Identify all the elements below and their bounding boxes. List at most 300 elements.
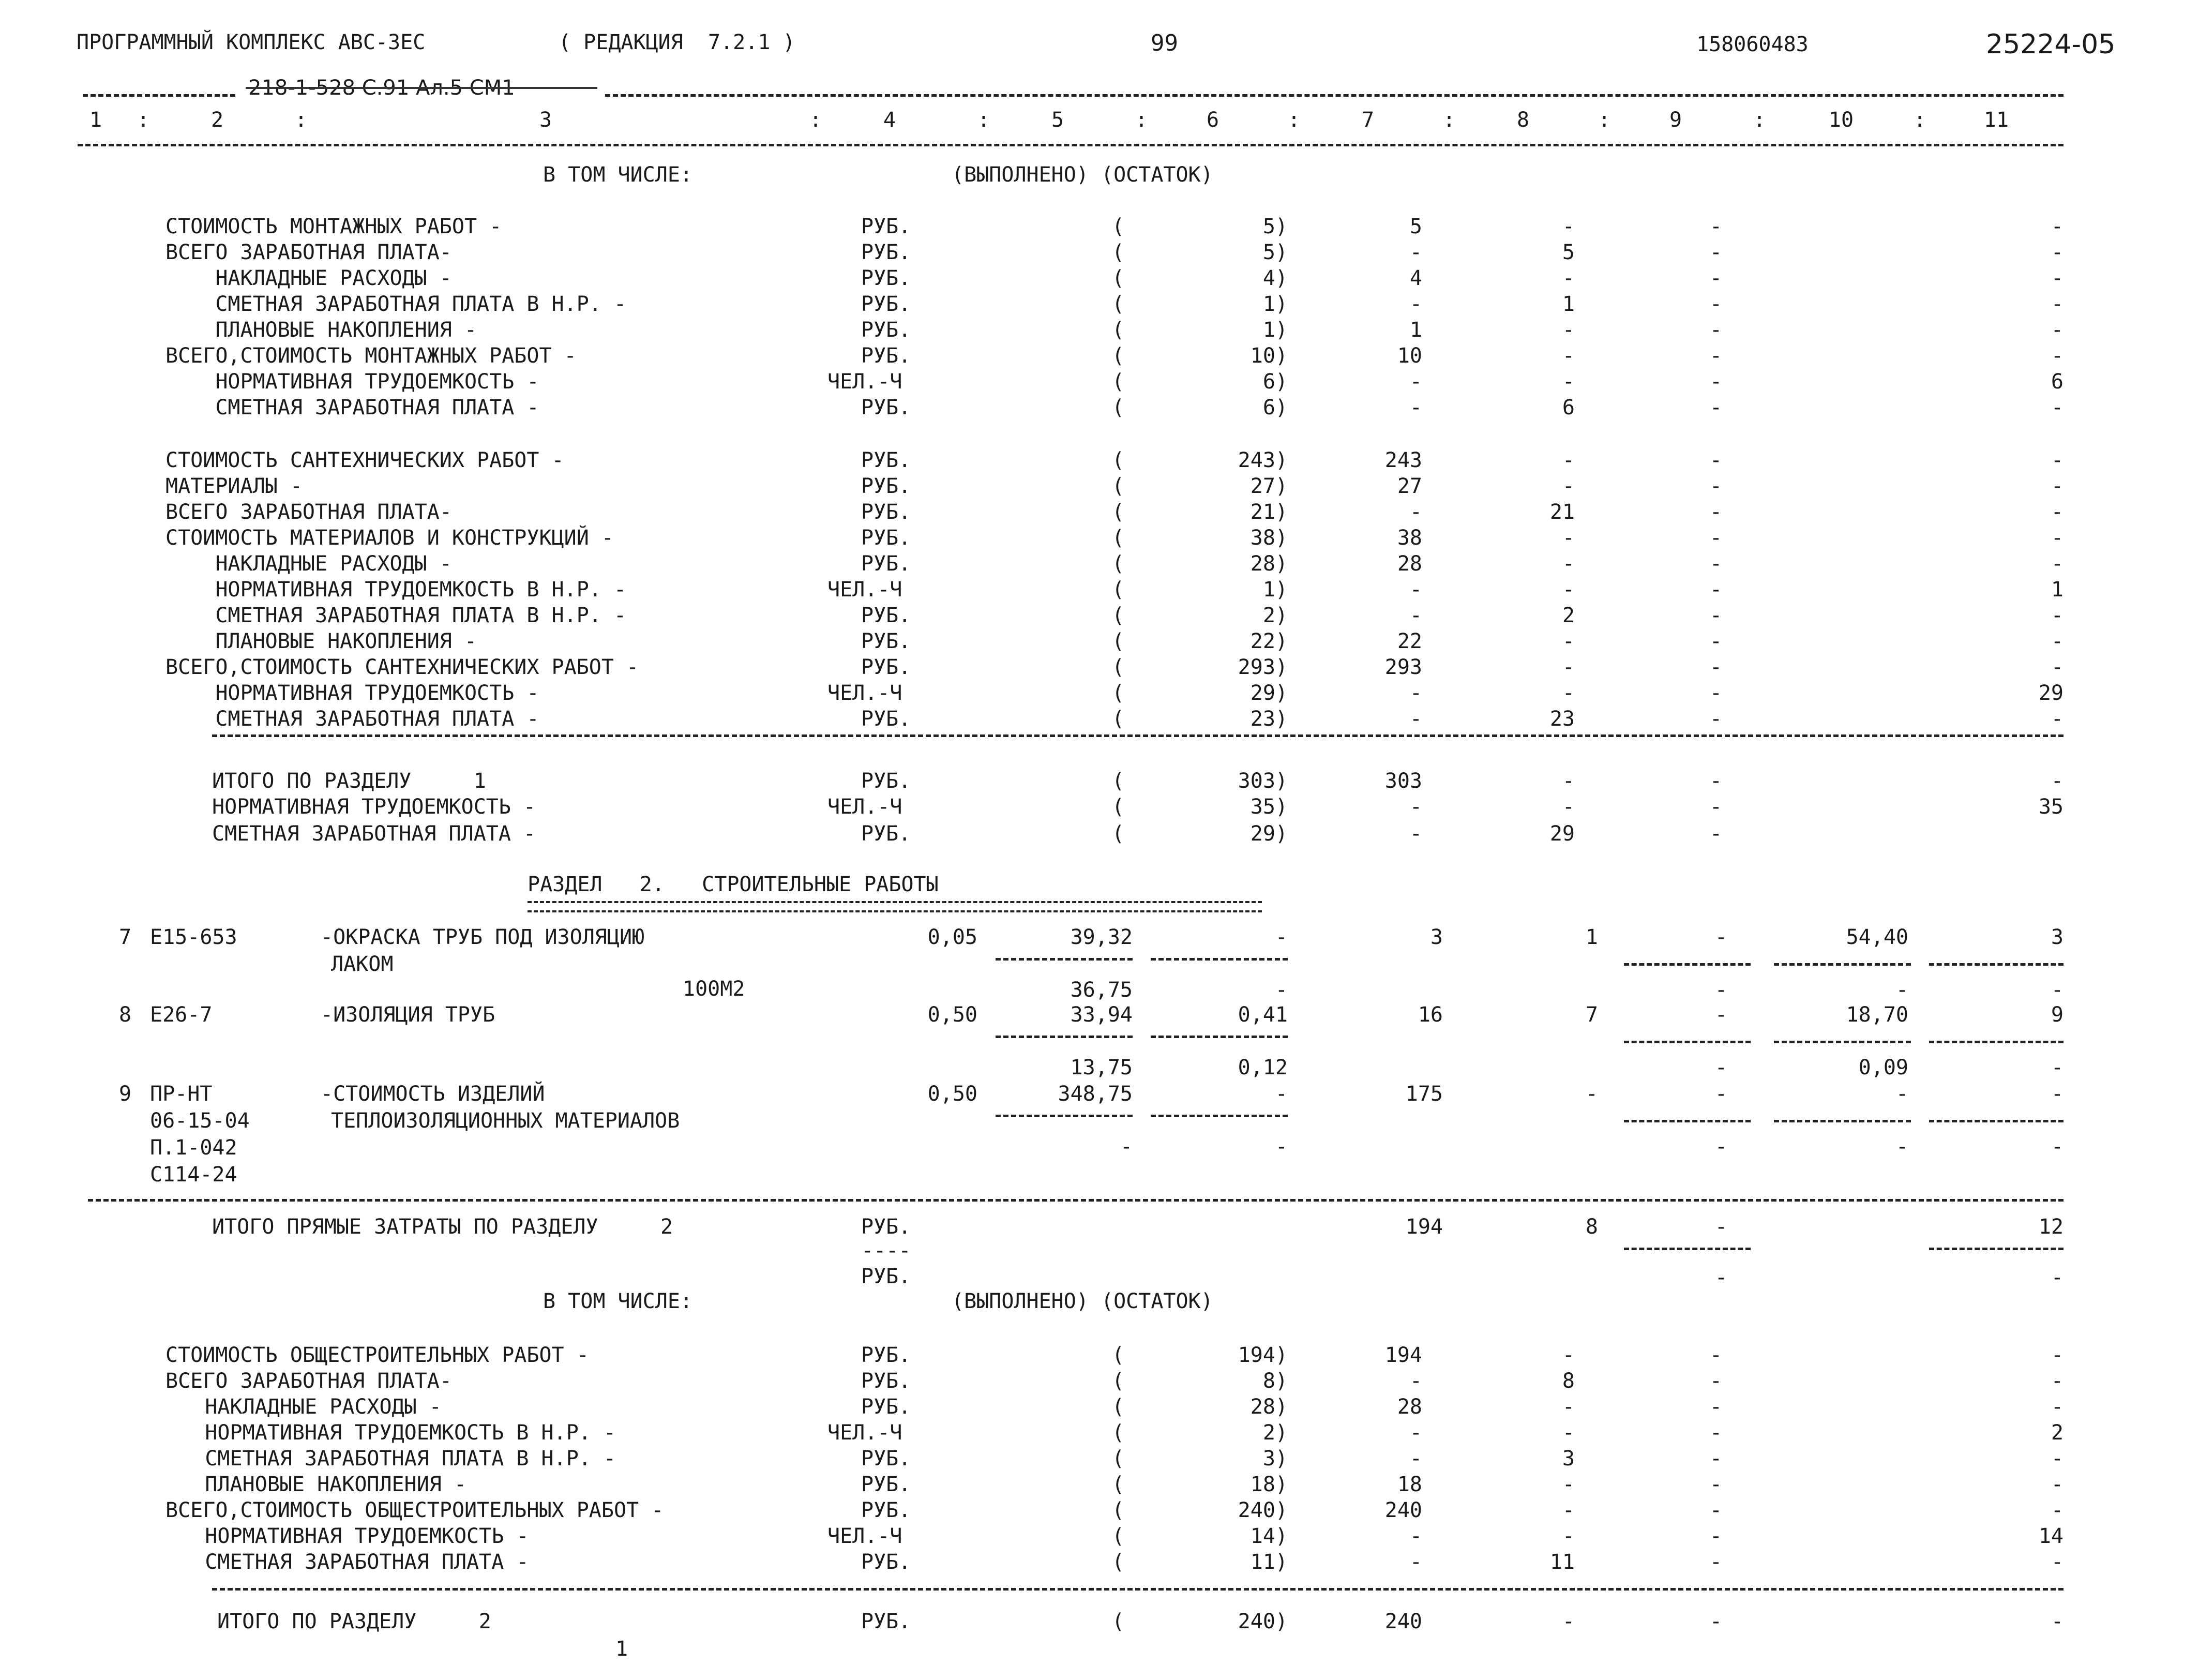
- item-rule-11: [1929, 963, 2064, 966]
- open-paren: (: [1112, 1610, 1125, 1633]
- cell-col11: -: [2051, 629, 2064, 653]
- item-description: -ОКРАСКА ТРУБ ПОД ИЗОЛЯЦИЮ: [321, 925, 645, 949]
- cell-col8: 6: [1562, 396, 1575, 419]
- row-name: ИТОГО ПО РАЗДЕЛУ 1: [212, 769, 486, 793]
- cell-col7: -: [1409, 578, 1422, 602]
- cell-col9: -: [1709, 707, 1722, 731]
- cell-col11: -: [2051, 707, 2064, 731]
- row-remainder: 29): [1250, 822, 1288, 846]
- row-unit: ЧЕЛ.-Ч: [827, 578, 902, 602]
- cell-col8: -: [1562, 448, 1575, 472]
- row-unit: РУБ.: [861, 1369, 911, 1393]
- cell-col11: -: [2051, 1610, 2064, 1633]
- row-unit: РУБ.: [861, 292, 911, 316]
- item-description: ТЕПЛОИЗОЛЯЦИОННЫХ МАТЕРИАЛОВ: [331, 1109, 680, 1133]
- open-paren: (: [1112, 292, 1125, 316]
- row-name: СТОИМОСТЬ МОНТАЖНЫХ РАБОТ -: [165, 215, 502, 238]
- item-col10: 54,40: [1846, 925, 1908, 949]
- column-number-2: 2: [210, 108, 224, 132]
- open-paren: (: [1112, 1421, 1125, 1445]
- cell-col8: -: [1562, 578, 1575, 602]
- item-rule-6: [1151, 1115, 1288, 1117]
- cell-col11: -: [2051, 344, 2064, 368]
- section-underline: [528, 901, 1262, 912]
- cell-col11: 6: [2051, 370, 2064, 394]
- open-paren: (: [1112, 526, 1125, 550]
- item-col7: 3: [1430, 925, 1443, 949]
- cell-col9: -: [1709, 1447, 1722, 1471]
- row-name: СМЕТНАЯ ЗАРАБОТНАЯ ПЛАТА В Н.Р. -: [155, 1447, 616, 1471]
- open-paren: (: [1112, 707, 1125, 731]
- item-col8: -: [1585, 1082, 1598, 1106]
- open-paren: (: [1112, 1524, 1125, 1548]
- row-unit: РУБ.: [861, 604, 911, 627]
- column-separator: :: [1753, 108, 1766, 132]
- item-col8: 1: [1585, 925, 1598, 949]
- cell-col11: 35: [2038, 795, 2064, 819]
- row-unit: РУБ.: [861, 344, 911, 368]
- row-unit: РУБ.: [861, 526, 911, 550]
- cell-col9: -: [1709, 1421, 1722, 1445]
- cell-col7: -: [1409, 241, 1422, 264]
- label-incl: В ТОМ ЧИСЛЕ:: [543, 163, 692, 187]
- row-unit: ЧЕЛ.-Ч: [827, 795, 902, 819]
- item-unit: 100М2: [683, 977, 745, 1001]
- row-remainder: 21): [1250, 500, 1288, 524]
- open-paren: (: [1112, 795, 1125, 819]
- row-remainder: 4): [1262, 266, 1288, 290]
- row-name: СМЕТНАЯ ЗАРАБОТНАЯ ПЛАТА -: [212, 822, 536, 846]
- row-unit: РУБ.: [861, 318, 911, 342]
- row-name: НАКЛАДНЫЕ РАСХОДЫ -: [165, 266, 452, 290]
- direct-costs-col9: -: [1714, 1215, 1727, 1239]
- column-separator: :: [295, 108, 308, 132]
- cell-col8: -: [1562, 769, 1575, 793]
- row-name: НОРМАТИВНАЯ ТРУДОЕМКОСТЬ -: [165, 681, 539, 705]
- item-code: Е15-653: [150, 925, 237, 949]
- cell-col11: -: [2051, 396, 2064, 419]
- cell-col8: -: [1562, 1421, 1575, 1445]
- cell-col9: -: [1709, 578, 1722, 602]
- cell-col7: -: [1409, 681, 1422, 705]
- cell-col7: 28: [1397, 1395, 1422, 1419]
- item-col5: 33,94: [1070, 1003, 1133, 1027]
- row-unit: РУБ.: [861, 241, 911, 264]
- item-code: П.1-042: [150, 1136, 237, 1160]
- direct-costs-col7: 194: [1405, 1215, 1443, 1239]
- row-name: НАКЛАДНЫЕ РАСХОДЫ -: [155, 1395, 442, 1419]
- cell-col9: -: [1709, 1610, 1722, 1633]
- row-remainder: 35): [1250, 795, 1288, 819]
- row-name: НАКЛАДНЫЕ РАСХОДЫ -: [165, 552, 452, 576]
- cell-col7: -: [1409, 795, 1422, 819]
- cell-col7: -: [1409, 707, 1422, 731]
- cell-col7: 1: [1409, 318, 1422, 342]
- row-remainder: 11): [1250, 1550, 1288, 1574]
- item-code: С114-24: [150, 1163, 237, 1187]
- header-program: ПРОГРАММНЫЙ КОМПЛЕКС АВС-3ЕС: [77, 31, 426, 54]
- item-description: ЛАКОМ: [331, 952, 394, 976]
- column-separator: :: [1288, 108, 1301, 132]
- item-sub-col11: -: [2051, 1135, 2064, 1159]
- open-paren: (: [1112, 1473, 1125, 1496]
- item-sub-col5: 36,75: [1070, 978, 1133, 1002]
- cell-col7: -: [1409, 292, 1422, 316]
- cell-col9: -: [1709, 1343, 1722, 1367]
- row-remainder: 6): [1262, 370, 1288, 394]
- cell-col9: -: [1709, 500, 1722, 524]
- open-paren: (: [1112, 1369, 1125, 1393]
- column-separator: :: [1598, 108, 1611, 132]
- item-sub-col6: -: [1275, 1135, 1288, 1159]
- cell-col8: -: [1562, 1343, 1575, 1367]
- cell-col7: 240: [1384, 1498, 1422, 1522]
- row-unit: РУБ.: [861, 474, 911, 498]
- column-number-3: 3: [539, 108, 552, 132]
- item-col7: 16: [1418, 1003, 1443, 1027]
- row-name: НОРМАТИВНАЯ ТРУДОЕМКОСТЬ -: [212, 795, 536, 819]
- row-unit: ЧЕЛ.-Ч: [827, 370, 902, 394]
- item-col9: -: [1714, 1003, 1727, 1027]
- header-page-number: 99: [1151, 30, 1178, 56]
- item-col10: -: [1895, 1082, 1908, 1106]
- cell-col9: -: [1709, 795, 1722, 819]
- row-remainder: 303): [1238, 769, 1288, 793]
- open-paren: (: [1112, 266, 1125, 290]
- item-sub-col9: -: [1714, 1135, 1727, 1159]
- cell-col7: 22: [1397, 629, 1422, 653]
- row-remainder: 1): [1262, 578, 1288, 602]
- row-name: СМЕТНАЯ ЗАРАБОТНАЯ ПЛАТА -: [155, 1550, 529, 1574]
- row-remainder: 18): [1250, 1473, 1288, 1496]
- cell-col8: 2: [1562, 604, 1575, 627]
- row-name: ПЛАНОВЫЕ НАКОПЛЕНИЯ -: [165, 318, 477, 342]
- open-paren: (: [1112, 448, 1125, 472]
- item-sub-col10: -: [1895, 978, 1908, 1002]
- cell-col7: -: [1409, 1550, 1422, 1574]
- item-col6: -: [1275, 925, 1288, 949]
- cell-col11: 14: [2038, 1524, 2064, 1548]
- direct-rule-11: [1929, 1248, 2064, 1250]
- row-name: ВСЕГО ЗАРАБОТНАЯ ПЛАТА-: [165, 1369, 452, 1393]
- cell-col8: -: [1562, 344, 1575, 368]
- cell-col7: 194: [1384, 1343, 1422, 1367]
- column-number-10: 10: [1828, 108, 1854, 132]
- column-separator: :: [1135, 108, 1148, 132]
- direct-costs-col11: 12: [2038, 1215, 2064, 1239]
- row-unit: РУБ.: [861, 396, 911, 419]
- open-paren: (: [1112, 1343, 1125, 1367]
- row-remainder: 3): [1262, 1447, 1288, 1471]
- item-rule-11: [1929, 1041, 2064, 1043]
- cell-col11: -: [2051, 500, 2064, 524]
- cell-col9: -: [1709, 292, 1722, 316]
- cell-col7: -: [1409, 1524, 1422, 1548]
- cell-col11: -: [2051, 1369, 2064, 1393]
- cell-col8: 11: [1549, 1550, 1575, 1574]
- row-name: НОРМАТИВНАЯ ТРУДОЕМКОСТЬ В Н.Р. -: [165, 578, 627, 602]
- item-number: 7: [119, 925, 132, 949]
- row-remainder: 243): [1238, 448, 1288, 472]
- cell-col7: 10: [1397, 344, 1422, 368]
- cell-col11: 2: [2051, 1421, 2064, 1445]
- row-name: НОРМАТИВНАЯ ТРУДОЕМКОСТЬ -: [165, 370, 539, 394]
- cell-col7: 303: [1384, 769, 1422, 793]
- row-unit: ЧЕЛ.-Ч: [827, 681, 902, 705]
- cell-col11: -: [2051, 769, 2064, 793]
- open-paren: (: [1112, 344, 1125, 368]
- item-code: ПР-НТ: [150, 1082, 213, 1106]
- cell-col8: 8: [1562, 1369, 1575, 1393]
- open-paren: (: [1112, 822, 1125, 846]
- label-done-rest: (ВЫПОЛНЕНО) (ОСТАТОК): [952, 163, 1213, 187]
- cell-col7: 18: [1397, 1473, 1422, 1496]
- row-name: ВСЕГО,СТОИМОСТЬ САНТЕХНИЧЕСКИХ РАБОТ -: [165, 655, 639, 679]
- open-paren: (: [1112, 1395, 1125, 1419]
- item-rule-5: [996, 1036, 1133, 1038]
- cell-col8: 3: [1562, 1447, 1575, 1471]
- cell-col9: -: [1709, 370, 1722, 394]
- cell-col7: 293: [1384, 655, 1422, 679]
- row-remainder: 23): [1250, 707, 1288, 731]
- cell-col7: -: [1409, 500, 1422, 524]
- cell-col8: 1: [1562, 292, 1575, 316]
- column-number-8: 8: [1516, 108, 1530, 132]
- item-rule-10: [1774, 1041, 1911, 1043]
- cell-col9: -: [1709, 1369, 1722, 1393]
- cell-col11: -: [2051, 1550, 2064, 1574]
- cell-col11: -: [2051, 448, 2064, 472]
- direct-costs-col8: 8: [1585, 1215, 1598, 1239]
- item-rule-6: [1151, 958, 1288, 961]
- cell-col8: -: [1562, 474, 1575, 498]
- row-name: ВСЕГО ЗАРАБОТНАЯ ПЛАТА-: [165, 500, 452, 524]
- row-remainder: 22): [1250, 629, 1288, 653]
- row-name: ВСЕГО ЗАРАБОТНАЯ ПЛАТА-: [165, 241, 452, 264]
- row-name: СМЕТНАЯ ЗАРАБОТНАЯ ПЛАТА -: [165, 707, 539, 731]
- cell-col7: -: [1409, 1421, 1422, 1445]
- cell-col9: -: [1709, 266, 1722, 290]
- item-col7: 175: [1405, 1082, 1443, 1106]
- item-rule-5: [996, 1115, 1133, 1117]
- cell-col11: -: [2051, 292, 2064, 316]
- cell-col9: -: [1709, 1550, 1722, 1574]
- direct-costs-unit-dashes: ----: [861, 1239, 911, 1263]
- open-paren: (: [1112, 769, 1125, 793]
- row-name: ИТОГО ПО РАЗДЕЛУ 2: [217, 1610, 491, 1633]
- open-paren: (: [1112, 681, 1125, 705]
- cell-col8: 5: [1562, 241, 1575, 264]
- column-separator: :: [1914, 108, 1926, 132]
- cell-col9: -: [1709, 448, 1722, 472]
- row-remainder: 293): [1238, 655, 1288, 679]
- item-quantity: 0,50: [927, 1082, 977, 1106]
- row-unit: РУБ.: [861, 266, 911, 290]
- cell-col11: -: [2051, 1343, 2064, 1367]
- header-stamp: 25224-05: [1986, 29, 2116, 60]
- cell-col9: -: [1709, 1395, 1722, 1419]
- row-remainder: 38): [1250, 526, 1288, 550]
- cell-col7: -: [1409, 370, 1422, 394]
- open-paren: (: [1112, 1550, 1125, 1574]
- cell-col8: 29: [1549, 822, 1575, 846]
- item-col5: 39,32: [1070, 925, 1133, 949]
- cell-col8: -: [1562, 1395, 1575, 1419]
- row-unit: РУБ.: [861, 1395, 911, 1419]
- cell-col9: -: [1709, 681, 1722, 705]
- row-unit: РУБ.: [861, 707, 911, 731]
- row-unit: РУБ.: [861, 1447, 911, 1471]
- item-description: -СТОИМОСТЬ ИЗДЕЛИЙ: [321, 1082, 545, 1106]
- item-code: Е26-7: [150, 1003, 213, 1027]
- cell-col9: -: [1709, 318, 1722, 342]
- column-number-6: 6: [1206, 108, 1219, 132]
- row-name: ПЛАНОВЫЕ НАКОПЛЕНИЯ -: [165, 629, 477, 653]
- item-rule-10: [1774, 963, 1911, 966]
- cell-col7: 4: [1409, 266, 1422, 290]
- row-unit: РУБ.: [861, 215, 911, 238]
- cell-col11: -: [2051, 318, 2064, 342]
- open-paren: (: [1112, 604, 1125, 627]
- row-unit: ЧЕЛ.-Ч: [827, 1524, 902, 1548]
- column-separator: :: [137, 108, 150, 132]
- column-number-7: 7: [1361, 108, 1375, 132]
- top-rule-right: [605, 94, 2064, 97]
- row-remainder: 5): [1262, 215, 1288, 238]
- open-paren: (: [1112, 1498, 1125, 1522]
- row-unit: РУБ.: [861, 1473, 911, 1496]
- cell-col9: -: [1709, 396, 1722, 419]
- row-remainder: 14): [1250, 1524, 1288, 1548]
- cell-col9: -: [1709, 604, 1722, 627]
- cell-col11: -: [2051, 526, 2064, 550]
- cell-col11: 1: [2051, 578, 2064, 602]
- direct-costs-name: ИТОГО ПРЯМЫЕ ЗАТРАТЫ ПО РАЗДЕЛУ 2: [212, 1215, 673, 1239]
- cell-col8: -: [1562, 629, 1575, 653]
- row-remainder: 27): [1250, 474, 1288, 498]
- cell-col7: -: [1409, 822, 1422, 846]
- row-unit: РУБ.: [861, 500, 911, 524]
- item-col6: 0,41: [1238, 1003, 1288, 1027]
- item-quantity: 0,50: [927, 1003, 977, 1027]
- row-remainder: 194): [1238, 1343, 1288, 1367]
- row-remainder: 29): [1250, 681, 1288, 705]
- row-remainder: 5): [1262, 241, 1288, 264]
- row-name: НОРМАТИВНАЯ ТРУДОЕМКОСТЬ В Н.Р. -: [155, 1421, 616, 1445]
- row-unit: РУБ.: [861, 822, 911, 846]
- cell-col11: -: [2051, 1447, 2064, 1471]
- cell-col11: -: [2051, 1473, 2064, 1496]
- cell-col9: -: [1709, 241, 1722, 264]
- cell-col7: -: [1409, 396, 1422, 419]
- column-separator: :: [977, 108, 990, 132]
- row-remainder: 240): [1238, 1498, 1288, 1522]
- cell-col8: -: [1562, 266, 1575, 290]
- row-remainder: 28): [1250, 1395, 1288, 1419]
- item-sub-col9: -: [1714, 1056, 1727, 1079]
- item-rule-11: [1929, 1120, 2064, 1122]
- cell-col9: -: [1709, 474, 1722, 498]
- cell-col11: -: [2051, 215, 2064, 238]
- direct-rule-9: [1624, 1248, 1751, 1250]
- item-sub-col11: -: [2051, 1056, 2064, 1079]
- open-paren: (: [1112, 370, 1125, 394]
- cell-col11: -: [2051, 1395, 2064, 1419]
- row-name: СМЕТНАЯ ЗАРАБОТНАЯ ПЛАТА -: [165, 396, 539, 419]
- cell-col11: -: [2051, 552, 2064, 576]
- cell-col8: -: [1562, 215, 1575, 238]
- item-rule-6: [1151, 1036, 1288, 1038]
- cell-col7: 28: [1397, 552, 1422, 576]
- row-name: СТОИМОСТЬ МАТЕРИАЛОВ И КОНСТРУКЦИЙ -: [165, 526, 614, 550]
- cell-col9: -: [1709, 1473, 1722, 1496]
- item-col11: -: [2051, 1082, 2064, 1106]
- cell-col9: -: [1709, 1524, 1722, 1548]
- open-paren: (: [1112, 655, 1125, 679]
- open-paren: (: [1112, 474, 1125, 498]
- item-col9: -: [1714, 925, 1727, 949]
- cell-col11: -: [2051, 474, 2064, 498]
- row-remainder: 2): [1262, 604, 1288, 627]
- cell-col9: -: [1709, 655, 1722, 679]
- open-paren: (: [1112, 500, 1125, 524]
- item-col5: 348,75: [1058, 1082, 1133, 1106]
- item-number: 9: [119, 1082, 132, 1106]
- column-number-9: 9: [1669, 108, 1682, 132]
- row-remainder: 2): [1262, 1421, 1288, 1445]
- column-number-4: 4: [883, 108, 896, 132]
- cell-col9: -: [1709, 629, 1722, 653]
- row-name: СМЕТНАЯ ЗАРАБОТНАЯ ПЛАТА В Н.Р. -: [165, 292, 627, 316]
- cell-col8: -: [1562, 526, 1575, 550]
- direct-costs-sub11: -: [2051, 1266, 2064, 1289]
- cell-col11: -: [2051, 1498, 2064, 1522]
- cell-col9: -: [1709, 215, 1722, 238]
- row-remainder: 6): [1262, 396, 1288, 419]
- open-paren: (: [1112, 552, 1125, 576]
- header-document-code: 158060483: [1696, 33, 1809, 56]
- item-sub-col9: -: [1714, 978, 1727, 1002]
- subtotal-rule: [212, 734, 2064, 737]
- cell-col8: -: [1562, 1473, 1575, 1496]
- cell-col8: -: [1562, 681, 1575, 705]
- item-col11: 3: [2051, 925, 2064, 949]
- row-name: СМЕТНАЯ ЗАРАБОТНАЯ ПЛАТА В Н.Р. -: [165, 604, 627, 627]
- cell-col8: -: [1562, 1498, 1575, 1522]
- cell-col9: -: [1709, 526, 1722, 550]
- row-unit: РУБ.: [861, 629, 911, 653]
- open-paren: (: [1112, 215, 1125, 238]
- row-unit: РУБ.: [861, 552, 911, 576]
- direct-costs-unit: РУБ.: [861, 1215, 911, 1239]
- row-unit: РУБ.: [861, 1550, 911, 1574]
- header-edition: ( РЕДАКЦИЯ 7.2.1 ): [559, 31, 795, 54]
- item-rule-9: [1624, 1120, 1751, 1122]
- row-name: НОРМАТИВНАЯ ТРУДОЕМКОСТЬ -: [155, 1524, 529, 1548]
- item-quantity: 0,05: [927, 925, 977, 949]
- row-name: ВСЕГО,СТОИМОСТЬ ОБЩЕСТРОИТЕЛЬНЫХ РАБОТ -: [165, 1498, 664, 1522]
- cell-col8: -: [1562, 318, 1575, 342]
- item-sub-col6: 0,12: [1238, 1056, 1288, 1079]
- row-remainder: 10): [1250, 344, 1288, 368]
- row-name: ВСЕГО,СТОИМОСТЬ МОНТАЖНЫХ РАБОТ -: [165, 344, 577, 368]
- row-name: СТОИМОСТЬ ОБЩЕСТРОИТЕЛЬНЫХ РАБОТ -: [165, 1343, 589, 1367]
- cell-col8: -: [1562, 1524, 1575, 1548]
- item-rule-9: [1624, 963, 1751, 966]
- cell-col9: -: [1709, 769, 1722, 793]
- item-rule-9: [1624, 1041, 1751, 1043]
- label-done-rest-2: (ВЫПОЛНЕНО) (ОСТАТОК): [952, 1289, 1213, 1313]
